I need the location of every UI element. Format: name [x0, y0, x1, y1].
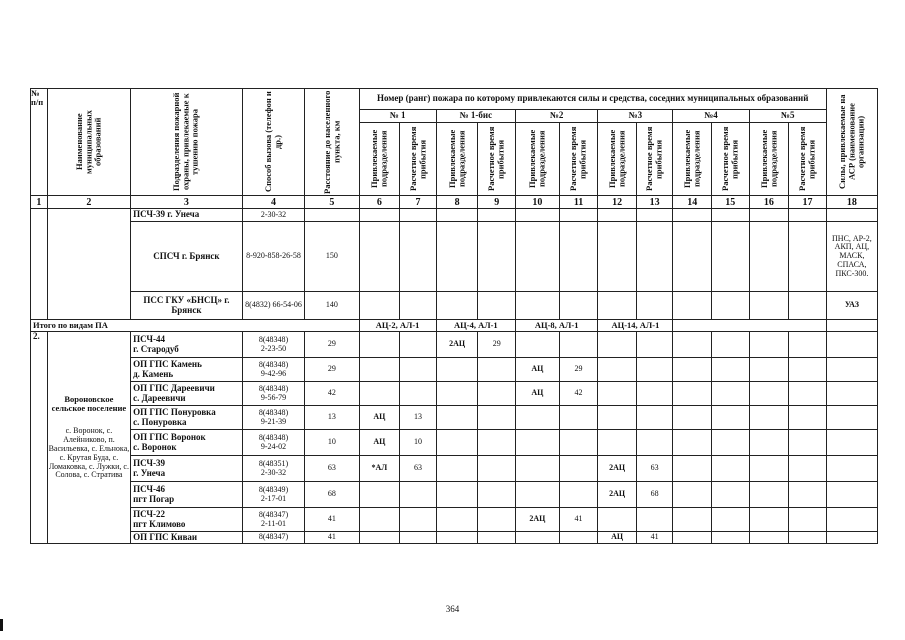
- rank-cell: [436, 532, 478, 544]
- table-row: [31, 406, 878, 430]
- unit-name: ОП ГПС Киваи: [131, 532, 243, 544]
- header-sub-time: Расчетное время прибытия: [400, 123, 437, 196]
- header-municipality: Наименование муниципальных образований: [47, 89, 130, 196]
- header-rank-5: №5: [749, 110, 826, 123]
- asr-forces: ПНС, АР-2, АКП, АЦ, МАСК, СПАСА, ПКС-300.: [826, 222, 877, 292]
- rank-cell: [598, 382, 637, 406]
- distance: 29: [305, 332, 359, 358]
- header-rank-1: № 1: [359, 110, 436, 123]
- rank-cell: 41: [636, 532, 673, 544]
- rank-cell: 2АЦ: [598, 456, 637, 482]
- column-number: 17: [789, 196, 827, 209]
- rank-cell: [636, 406, 673, 430]
- table-row: [31, 456, 878, 482]
- column-number: 4: [242, 196, 305, 209]
- rank-cell: [636, 430, 673, 456]
- header-sub-units: Привлекаемые подразделения: [436, 123, 478, 196]
- rank-cell: 29: [478, 332, 516, 358]
- header-sub-units: Привлекаемые подразделения: [515, 123, 559, 196]
- phone: 8(4832) 66-54-06: [242, 292, 305, 320]
- rank-cell: [598, 406, 637, 430]
- table-row: [31, 358, 878, 382]
- header-rank-4: №4: [673, 110, 749, 123]
- phone: 8(48349) 2-17-01: [242, 482, 305, 508]
- rank-cell: [598, 430, 637, 456]
- rank-cell: [436, 382, 478, 406]
- phone: 8(48348) 9-24-02: [242, 430, 305, 456]
- totals-rank-1: АЦ-2, АЛ-1: [359, 320, 436, 332]
- table-row: [31, 382, 878, 406]
- rank-cell: [636, 508, 673, 532]
- fire-response-table: [30, 88, 878, 544]
- table-row: [31, 482, 878, 508]
- header-rank-group: Номер (ранг) пожара по которому привлекаются силы и средства, соседних муниципальных образований: [359, 89, 826, 110]
- column-number: 12: [598, 196, 637, 209]
- rank-cell: [559, 482, 598, 508]
- column-number: 9: [478, 196, 516, 209]
- rank-cell: [478, 430, 516, 456]
- rank-cell: [478, 508, 516, 532]
- unit-name: ПСС ГКУ «БНСЦ» г. Брянск: [131, 292, 243, 320]
- row-number: 2.: [31, 332, 48, 544]
- rank-cell: [478, 358, 516, 382]
- distance: 41: [305, 508, 359, 532]
- rank-cell: [515, 532, 559, 544]
- rank-cell: [400, 358, 437, 382]
- rank-cell: [515, 430, 559, 456]
- column-number: 10: [515, 196, 559, 209]
- header-sub-units: Привлекаемые подразделения: [673, 123, 712, 196]
- rank-cell: 63: [636, 456, 673, 482]
- rank-cell: [598, 358, 637, 382]
- asr-forces: [826, 209, 877, 222]
- table-row: [31, 532, 878, 544]
- header-rank-3: №3: [598, 110, 673, 123]
- rank-cell: [478, 406, 516, 430]
- unit-name: СПСЧ г. Брянск: [131, 222, 243, 292]
- rank-cell: [400, 382, 437, 406]
- rank-cell: [436, 456, 478, 482]
- scan-artifact: [0, 619, 3, 631]
- column-number: 3: [131, 196, 243, 209]
- phone: 8(48347) 2-11-01: [242, 508, 305, 532]
- header-distance: Расстояние до населенного пункта, км: [305, 89, 359, 196]
- page-number: 364: [445, 604, 460, 614]
- rank-cell: 2АЦ: [598, 482, 637, 508]
- rank-cell: [436, 358, 478, 382]
- column-number: 14: [673, 196, 712, 209]
- totals-rank-1bis: АЦ-4, АЛ-1: [436, 320, 515, 332]
- rank-cell: [400, 532, 437, 544]
- column-number: 6: [359, 196, 400, 209]
- table-row: [31, 292, 878, 320]
- rank-cell: *АЛ: [359, 456, 400, 482]
- unit-name: ОП ГПС Понуровка с. Понуровка: [131, 406, 243, 430]
- municipality-name: Вороновское сельское поселение: [51, 393, 127, 414]
- rank-cell: [359, 332, 400, 358]
- rank-cell: АЦ: [359, 406, 400, 430]
- rank-cell: 2АЦ: [515, 508, 559, 532]
- rank-cell: 29: [559, 358, 598, 382]
- unit-name: ПСЧ-44 г. Стародуб: [131, 332, 243, 358]
- rank-cell: [478, 456, 516, 482]
- rank-cell: [359, 358, 400, 382]
- unit-name: ПСЧ-39 г. Унеча: [131, 209, 243, 222]
- column-number: 16: [749, 196, 789, 209]
- municipality-cell: [47, 332, 130, 544]
- header-sub-time: Расчетное время прибытия: [789, 123, 827, 196]
- rank-cell: [598, 332, 637, 358]
- phone: 2-30-32: [242, 209, 305, 222]
- rank-cell: [400, 482, 437, 508]
- rank-cell: 2АЦ: [436, 332, 478, 358]
- rank-cell: [359, 532, 400, 544]
- header-asr: Силы, привлекаемые на АСР (наименование организации): [826, 89, 877, 196]
- rank-cell: [436, 508, 478, 532]
- distance: 13: [305, 406, 359, 430]
- header-sub-time: Расчетное время прибытия: [478, 123, 516, 196]
- column-number: 8: [436, 196, 478, 209]
- rank-cell: [559, 332, 598, 358]
- header-sub-time: Расчетное время прибытия: [712, 123, 750, 196]
- header-rank-2: №2: [515, 110, 597, 123]
- phone: 8(48348) 2-23-50: [242, 332, 305, 358]
- rank-cell: АЦ: [359, 430, 400, 456]
- rank-cell: [478, 532, 516, 544]
- phone: 8-920-858-26-58: [242, 222, 305, 292]
- header-units: Подразделения пожарной охраны, привлекаемые к тушению пожара: [131, 89, 243, 196]
- rank-cell: АЦ: [515, 382, 559, 406]
- settlement-list: с. Воронок, с. Алейниково, п. Васильевка, с. Ельнока, с. Крутая Буда, с. Ломаковка, с. Лужки, с. Солова, с. Стратива: [48, 426, 130, 480]
- phone: 8(48348) 9-42-96: [242, 358, 305, 382]
- totals-rank-2: АЦ-8, АЛ-1: [515, 320, 597, 332]
- rank-cell: [636, 382, 673, 406]
- unit-name: ОП ГПС Воронок с. Воронок: [131, 430, 243, 456]
- rank-cell: 10: [400, 430, 437, 456]
- rank-cell: [636, 332, 673, 358]
- distance: 41: [305, 532, 359, 544]
- phone: 8(48347): [242, 532, 305, 544]
- rank-cell: [359, 382, 400, 406]
- unit-name: ОП ГПС Дареевичи с. Дареевичи: [131, 382, 243, 406]
- totals-rank-3: АЦ-14, АЛ-1: [598, 320, 673, 332]
- rank-cell: [359, 482, 400, 508]
- column-numbers-row: [31, 196, 878, 209]
- column-number: 1: [31, 196, 48, 209]
- rank-cell: [559, 456, 598, 482]
- unit-name: ПСЧ-39 г. Унеча: [131, 456, 243, 482]
- distance: 140: [305, 292, 359, 320]
- rank-cell: АЦ: [598, 532, 637, 544]
- totals-row: [31, 320, 878, 332]
- rank-cell: [478, 382, 516, 406]
- column-number: 5: [305, 196, 359, 209]
- column-number: 18: [826, 196, 877, 209]
- header-sub-units: Привлекаемые подразделения: [598, 123, 637, 196]
- totals-label: Итого по видам ПА: [31, 320, 360, 332]
- rank-cell: 13: [400, 406, 437, 430]
- distance: 42: [305, 382, 359, 406]
- phone: 8(48351) 2-30-32: [242, 456, 305, 482]
- column-number: 7: [400, 196, 437, 209]
- header-call-method: Способ вызова (телефон и др.): [242, 89, 305, 196]
- rank-cell: [598, 508, 637, 532]
- column-number: 2: [47, 196, 130, 209]
- rank-cell: 63: [400, 456, 437, 482]
- rank-cell: [515, 406, 559, 430]
- asr-forces: УАЗ: [826, 292, 877, 320]
- phone: 8(48348) 9-56-79: [242, 382, 305, 406]
- column-number: 13: [636, 196, 673, 209]
- rank-cell: АЦ: [515, 358, 559, 382]
- distance: 10: [305, 430, 359, 456]
- distance: 29: [305, 358, 359, 382]
- unit-name: ПСЧ-46 пгт Погар: [131, 482, 243, 508]
- rank-cell: [515, 482, 559, 508]
- header-sub-units: Привлекаемые подразделения: [749, 123, 789, 196]
- unit-name: ОП ГПС Камень д. Камень: [131, 358, 243, 382]
- distance: 150: [305, 222, 359, 292]
- rank-cell: [636, 358, 673, 382]
- phone: 8(48348) 9-21-39: [242, 406, 305, 430]
- rank-cell: 42: [559, 382, 598, 406]
- rank-cell: [436, 430, 478, 456]
- table-row: [31, 430, 878, 456]
- rank-cell: [559, 430, 598, 456]
- unit-name: ПСЧ-22 пгт Климово: [131, 508, 243, 532]
- rank-cell: [559, 532, 598, 544]
- table-row: [31, 508, 878, 532]
- rank-cell: [478, 482, 516, 508]
- header-rank-1bis: № 1-бис: [436, 110, 515, 123]
- header-sub-units: Привлекаемые подразделения: [359, 123, 400, 196]
- rank-cell: [515, 332, 559, 358]
- rank-cell: [400, 332, 437, 358]
- table-row: [31, 222, 878, 292]
- header-num: № п/п: [31, 89, 48, 196]
- column-number: 15: [712, 196, 750, 209]
- rank-cell: [400, 508, 437, 532]
- rank-cell: [515, 456, 559, 482]
- distance: [305, 209, 359, 222]
- table-row: [31, 332, 878, 358]
- rank-cell: [436, 482, 478, 508]
- column-number: 11: [559, 196, 598, 209]
- rank-cell: [359, 508, 400, 532]
- distance: 68: [305, 482, 359, 508]
- header-sub-time: Расчетное время прибытия: [636, 123, 673, 196]
- distance: 63: [305, 456, 359, 482]
- rank-cell: 41: [559, 508, 598, 532]
- header-sub-time: Расчетное время прибытия: [559, 123, 598, 196]
- table-row: [31, 209, 878, 222]
- rank-cell: [559, 406, 598, 430]
- rank-cell: [436, 406, 478, 430]
- rank-cell: 68: [636, 482, 673, 508]
